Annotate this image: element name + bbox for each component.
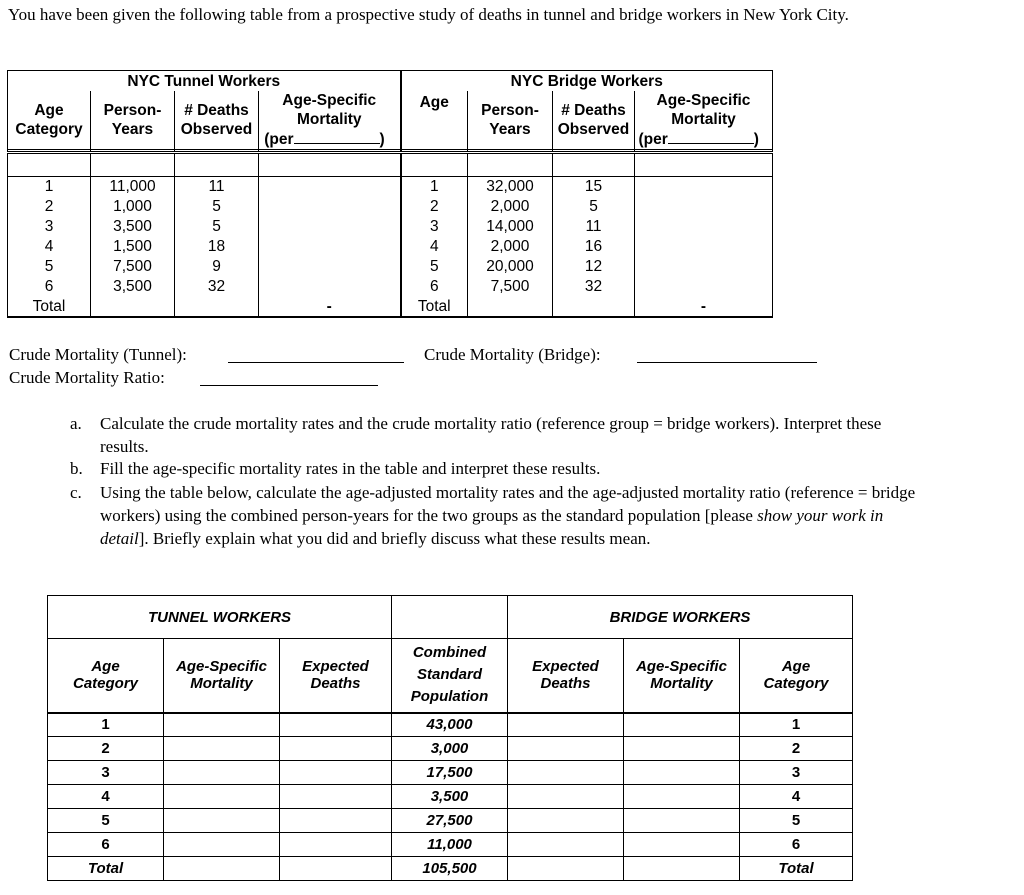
age-adjustment-table	[47, 595, 853, 881]
tunnel-asm-cell[interactable]	[259, 257, 401, 277]
tunnel-group-title: NYC Tunnel Workers	[8, 71, 401, 92]
tunnel-asm-cell[interactable]	[259, 177, 401, 198]
bridge-deaths-cell: 15	[553, 177, 635, 198]
t2-bridge-expected-cell[interactable]	[508, 785, 624, 809]
t2-tunnel-asm-cell[interactable]	[164, 785, 280, 809]
t2-standard-pop-cell: 17,500	[392, 761, 508, 785]
t2-bridge-expected-cell[interactable]	[508, 809, 624, 833]
t2-bridge-expected-cell[interactable]	[508, 761, 624, 785]
bridge-deaths-header: # Deaths Observed	[553, 91, 635, 150]
tunnel-person-years-header: Person- Years	[91, 91, 175, 150]
t2-tunnel-age-cell: 2	[48, 737, 164, 761]
table-row	[48, 833, 853, 857]
table-row	[48, 737, 853, 761]
table-row	[48, 761, 853, 785]
bridge-asm-cell[interactable]	[635, 257, 773, 277]
t2-bridge-asm-cell[interactable]	[624, 761, 740, 785]
t2-bridge-expected-cell[interactable]	[508, 737, 624, 761]
t2-bridge-expected-cell[interactable]	[508, 713, 624, 737]
tunnel-asm-cell[interactable]	[259, 237, 401, 257]
t2-tunnel-asm-cell[interactable]	[164, 737, 280, 761]
t2-bridge-expected-header: Expected Deaths	[508, 639, 624, 713]
t2-tunnel-age-cell: 3	[48, 761, 164, 785]
crude-tunnel-label: Crude Mortality (Tunnel):	[9, 345, 187, 364]
bridge-asm-cell[interactable]	[635, 237, 773, 257]
t2-bridge-age-cell: 5	[740, 809, 853, 833]
bridge-person-years-cell: 2,000	[468, 197, 553, 217]
t2-bridge-age-cell: 2	[740, 737, 853, 761]
t2-bridge-age-header: Age Category	[740, 639, 853, 713]
t2-tunnel-expected-total-cell[interactable]	[280, 857, 392, 881]
t2-tunnel-asm-header: Age-Specific Mortality	[164, 639, 280, 713]
bridge-person-years-cell: 32,000	[468, 177, 553, 198]
question-a: a. Calculate the crude mortality rates and the crude mortality ratio (reference group = bridge workers). Interpret these results.	[70, 414, 882, 456]
bridge-asm-cell[interactable]	[635, 177, 773, 198]
t2-tunnel-age-cell: 6	[48, 833, 164, 857]
t2-tunnel-age-cell: 4	[48, 785, 164, 809]
bridge-person-years-header: Person- Years	[468, 91, 553, 150]
t2-bridge-expected-total-cell[interactable]	[508, 857, 624, 881]
bridge-age-cell: 3	[401, 217, 468, 237]
t2-tunnel-age-cell: 5	[48, 809, 164, 833]
t2-bridge-asm-cell[interactable]	[624, 737, 740, 761]
tunnel-deaths-cell: 5	[175, 217, 259, 237]
bridge-age-cell: 4	[401, 237, 468, 257]
t2-tunnel-age-header: Age Category	[48, 639, 164, 713]
t2-tunnel-asm-cell[interactable]	[164, 713, 280, 737]
bridge-asm-cell[interactable]	[635, 277, 773, 297]
tunnel-asm-header: Age-Specific Mortality (per )	[259, 91, 401, 150]
tunnel-person-years-cell: 7,500	[91, 257, 175, 277]
table-row	[48, 809, 853, 833]
tunnel-deaths-cell: 32	[175, 277, 259, 297]
bridge-total-label: Total	[401, 297, 468, 317]
bridge-asm-header: Age-Specific Mortality (per )	[635, 91, 773, 150]
tunnel-asm-cell[interactable]	[259, 277, 401, 297]
t2-tunnel-asm-cell[interactable]	[164, 809, 280, 833]
table-row	[8, 197, 773, 217]
table-row	[48, 713, 853, 737]
t2-bridge-age-cell: 1	[740, 713, 853, 737]
t2-tunnel-expected-cell[interactable]	[280, 809, 392, 833]
tunnel-workers-title: TUNNEL WORKERS	[48, 596, 392, 639]
bridge-total-dash: -	[635, 297, 773, 317]
bridge-person-years-cell: 20,000	[468, 257, 553, 277]
tunnel-age-cell: 1	[8, 177, 91, 198]
tunnel-asm-cell[interactable]	[259, 197, 401, 217]
t2-bridge-age-cell: 3	[740, 761, 853, 785]
crude-ratio-label: Crude Mortality Ratio:	[9, 368, 165, 387]
intro-text: You have been given the following table from a prospective study of deaths in tunnel and bridge workers in New York City.	[8, 5, 849, 24]
crude-bridge-blank[interactable]	[637, 362, 817, 363]
question-b: b. Fill the age-specific mortality rates in the table and interpret these results.	[70, 459, 601, 478]
t2-bridge-asm-header: Age-Specific Mortality	[624, 639, 740, 713]
t2-bridge-age-cell: 6	[740, 833, 853, 857]
bridge-asm-cell[interactable]	[635, 217, 773, 237]
table-row	[8, 177, 773, 198]
t2-standard-pop-cell: 11,000	[392, 833, 508, 857]
tunnel-deaths-header: # Deaths Observed	[175, 91, 259, 150]
table-row	[8, 277, 773, 297]
tunnel-deaths-cell: 18	[175, 237, 259, 257]
t2-tunnel-expected-cell[interactable]	[280, 833, 392, 857]
bridge-deaths-cell: 16	[553, 237, 635, 257]
bridge-age-cell: 5	[401, 257, 468, 277]
t2-tunnel-expected-cell[interactable]	[280, 761, 392, 785]
t2-standard-pop-cell: 43,000	[392, 713, 508, 737]
t2-bridge-asm-cell[interactable]	[624, 809, 740, 833]
tunnel-total-label: Total	[8, 297, 91, 317]
t2-tunnel-total: Total	[48, 857, 164, 881]
bridge-person-years-cell: 14,000	[468, 217, 553, 237]
tunnel-person-years-cell: 3,500	[91, 217, 175, 237]
tunnel-deaths-cell: 9	[175, 257, 259, 277]
tunnel-person-years-cell: 11,000	[91, 177, 175, 198]
t2-standard-pop-cell: 27,500	[392, 809, 508, 833]
table-row	[8, 237, 773, 257]
bridge-deaths-cell: 5	[553, 197, 635, 217]
tunnel-age-cell: 2	[8, 197, 91, 217]
bridge-person-years-cell: 2,000	[468, 237, 553, 257]
bridge-workers-title: BRIDGE WORKERS	[508, 596, 853, 639]
bridge-deaths-cell: 32	[553, 277, 635, 297]
t2-tunnel-expected-cell[interactable]	[280, 737, 392, 761]
bridge-age-cell: 2	[401, 197, 468, 217]
table-row	[48, 785, 853, 809]
age-category-header: Age Category	[8, 91, 91, 150]
t2-tunnel-asm-cell[interactable]	[164, 761, 280, 785]
t2-tunnel-expected-cell[interactable]	[280, 713, 392, 737]
crude-bridge-label: Crude Mortality (Bridge):	[424, 345, 601, 364]
tunnel-person-years-cell: 1,000	[91, 197, 175, 217]
t2-tunnel-age-cell: 1	[48, 713, 164, 737]
t2-bridge-asm-cell[interactable]	[624, 713, 740, 737]
tunnel-age-cell: 6	[8, 277, 91, 297]
table-row	[8, 257, 773, 277]
question-c: c. Using the table below, calculate the age-adjusted mortality rates and the age-adjusted mortality ratio (reference = bridge workers) using the combined person-years for the two groups as the standard population [please show your work in detail]. Briefly explain what you did and briefly discuss what these results mean.	[70, 483, 916, 548]
tunnel-person-years-cell: 3,500	[91, 277, 175, 297]
tunnel-deaths-cell: 11	[175, 177, 259, 198]
bridge-deaths-cell: 11	[553, 217, 635, 237]
bridge-person-years-cell: 7,500	[468, 277, 553, 297]
t2-standard-pop-total: 105,500	[392, 857, 508, 881]
t2-bridge-total: Total	[740, 857, 853, 881]
bridge-deaths-cell: 12	[553, 257, 635, 277]
table-row	[8, 217, 773, 237]
tunnel-asm-cell[interactable]	[259, 217, 401, 237]
bridge-age-header: Age	[401, 91, 468, 150]
t2-bridge-asm-total-cell[interactable]	[624, 857, 740, 881]
tunnel-age-cell: 3	[8, 217, 91, 237]
tunnel-age-cell: 5	[8, 257, 91, 277]
tunnel-person-years-cell: 1,500	[91, 237, 175, 257]
t2-bridge-expected-cell[interactable]	[508, 833, 624, 857]
t2-tunnel-expected-header: Expected Deaths	[280, 639, 392, 713]
t2-tunnel-asm-total-cell[interactable]	[164, 857, 280, 881]
study-table	[7, 70, 773, 318]
t2-tunnel-expected-cell[interactable]	[280, 785, 392, 809]
tunnel-total-dash: -	[259, 297, 401, 317]
t2-bridge-age-cell: 4	[740, 785, 853, 809]
t2-tunnel-asm-cell[interactable]	[164, 833, 280, 857]
bridge-age-cell: 6	[401, 277, 468, 297]
t2-standard-pop-cell: 3,000	[392, 737, 508, 761]
crude-tunnel-blank[interactable]	[228, 362, 404, 363]
t2-standard-pop-header: Combined Standard Population	[392, 639, 508, 713]
t2-bridge-asm-cell[interactable]	[624, 785, 740, 809]
bridge-age-cell: 1	[401, 177, 468, 198]
bridge-asm-cell[interactable]	[635, 197, 773, 217]
tunnel-deaths-cell: 5	[175, 197, 259, 217]
t2-bridge-asm-cell[interactable]	[624, 833, 740, 857]
t2-standard-pop-cell: 3,500	[392, 785, 508, 809]
crude-ratio-blank[interactable]	[200, 385, 378, 386]
bridge-group-title: NYC Bridge Workers	[401, 71, 773, 92]
tunnel-age-cell: 4	[8, 237, 91, 257]
